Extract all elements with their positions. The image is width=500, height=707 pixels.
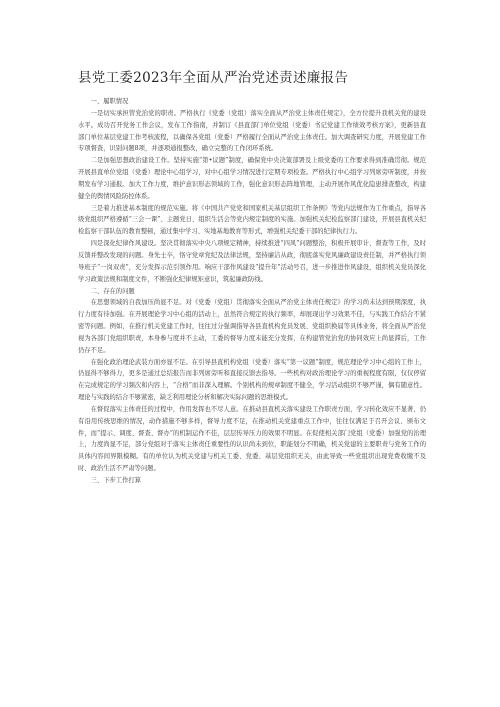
section-heading: 三、下步工作打算 [90, 477, 141, 484]
body-paragraph: 四是深化纪律作风建设。坚决贯彻落实中央八项规定精神，持续推进“四风”问题整治，积极开展审计、督查等工作，及时反馈并整改发现的问题。身先士卒，恪守党章党纪及法律法规，坚持廉洁从政，彻底落实党风廉政建设责任制，并严格执行领导班子“一岗双责”，充分发挥示范引领作用。响应干部作风建设“提升年”活动号召，进一步推进作风建设，组织机关党员深化学习政策法规和制度文件，不断强化纪律规矩意识，筑起廉政防线。 [78, 240, 426, 283]
body-paragraph: 二是加强思想政治建设工作。坚持实施“第•议题”制度，确保党中央决策部署及上级党委的工作要求得到准确贯彻。规范开展县直单位党组（党委）理论中心组学习，对中心组学习情况进行定期专项检查。严格执行中心组学习列席旁听制度，并按期发布学习通报。加大工作力度，维护意识形态领域的工作，强化意识形态阵地管理，主动开展作风优化隐患排查整改，构建健全的舆情风险防控体系。 [78, 157, 426, 200]
body-paragraph: 在强化政治理论武装方面亦显不足。在引导县直机构党组（党委）落实“第一议题”制度，规范理论学习中心组的工作上，仍显得不够得力，更多是通过总结报告而非列席旁听和直接反馈去指导。一些机构对政治理论学习的重视程度有限，仅仅停留在完成规定的学习频次和内容上，“合格”而非深入理解。个别机构的规章制度不健全，学习活动组织不够严谨，偶有随意性。理论与实践的结合不够紧密，缺乏利用理论分析和解决实际问题的思维模式。 [78, 358, 426, 402]
body-paragraph: 在思想领域的自我加压尚显不足。对《党委（党组）贯彻落实全面从严治党主体责任规定》的学习尚未达到预期深度，执行力度有待加强。在开展理论学习中心组的活动上，虽然符合规定的执行频率，却展现出学习效果不佳，与实践工作结合不紧密等问题。例如，在推行机关党建工作时，往往过分强调指导各县直机构党员发展、党组织换届等具体业务，将全面从严治党视为各部门党组织职责，本身参与度并不主动，工委的督导力度未能充分发挥，在构建管党治党的协同效应上尚显滞后，工作仍存不足。 [78, 299, 426, 354]
section-heading: 一、履职情况 [90, 98, 129, 105]
body-paragraph: 一是切实承担管党治党的职责。严格执行《党委（党组）落实全面从严治党主体责任规定》，全方位提升我机关党的建设水平。成功召开党务工作会议，发布工作指南，并制订《县直部门单位党组（党委）书记党建工作绩效考核方案》，更新县直部门单位基层党建工作考核流程，以确保各党组（党委）严格履行全面从严治党主体责任。加大调查研究力度，开展党建工作专项督查，识别问题8项，并逐项通报整改，确立完整的工作闭环系统。 [78, 109, 426, 153]
body-paragraph: 在督促落实主体责任的过程中，作用发挥也不尽人意。在推动县直机关落实建设工作职责方面，学习转化效应不显著，仍有沿用传统思维的情况，动作措施不够多样，督导力度不足，在推动机关党建重点工作中，往往仅满足于召开会议、颁布文件，而“提示、调度、督查、督办”的机制运作不佳，层层传导压力的效果不明显。在促使相关部门党组（党委）加强党的治理上，力度尚显不足，部分党组对于落实主体责任重要性的认识尚未到位，职能划分不明确，机关党建的主要职责与党务工作的具体内容间界限模糊。有的单位认为机关党建与机关工委、党委、基层党组织无关，由此导致一些党组织出现党费收缴不及时、政治生活不严肃等问题。 [78, 405, 426, 473]
body-paragraph: 三是着力推进基本制度的规范实施。将《中国共产党党和国家机关基层组织工作条例》等党内法规作为工作重点，指导各级党组织严格遵循“三会一课”、主题党日、组织生活会等党内规定制度的实施。加强机关纪检监察部门建设，开展县直机关纪检监察干部队伍的教育整顿，通过集中学习、实地基地教育等形式，增强机关纪委干部的纪律执行力。 [78, 204, 426, 236]
document-body [78, 96, 426, 487]
document-title: 县党工委2023年全面从严治党述责述廉报告 [78, 70, 349, 86]
section-heading: 二、存在的问题 [90, 287, 135, 295]
